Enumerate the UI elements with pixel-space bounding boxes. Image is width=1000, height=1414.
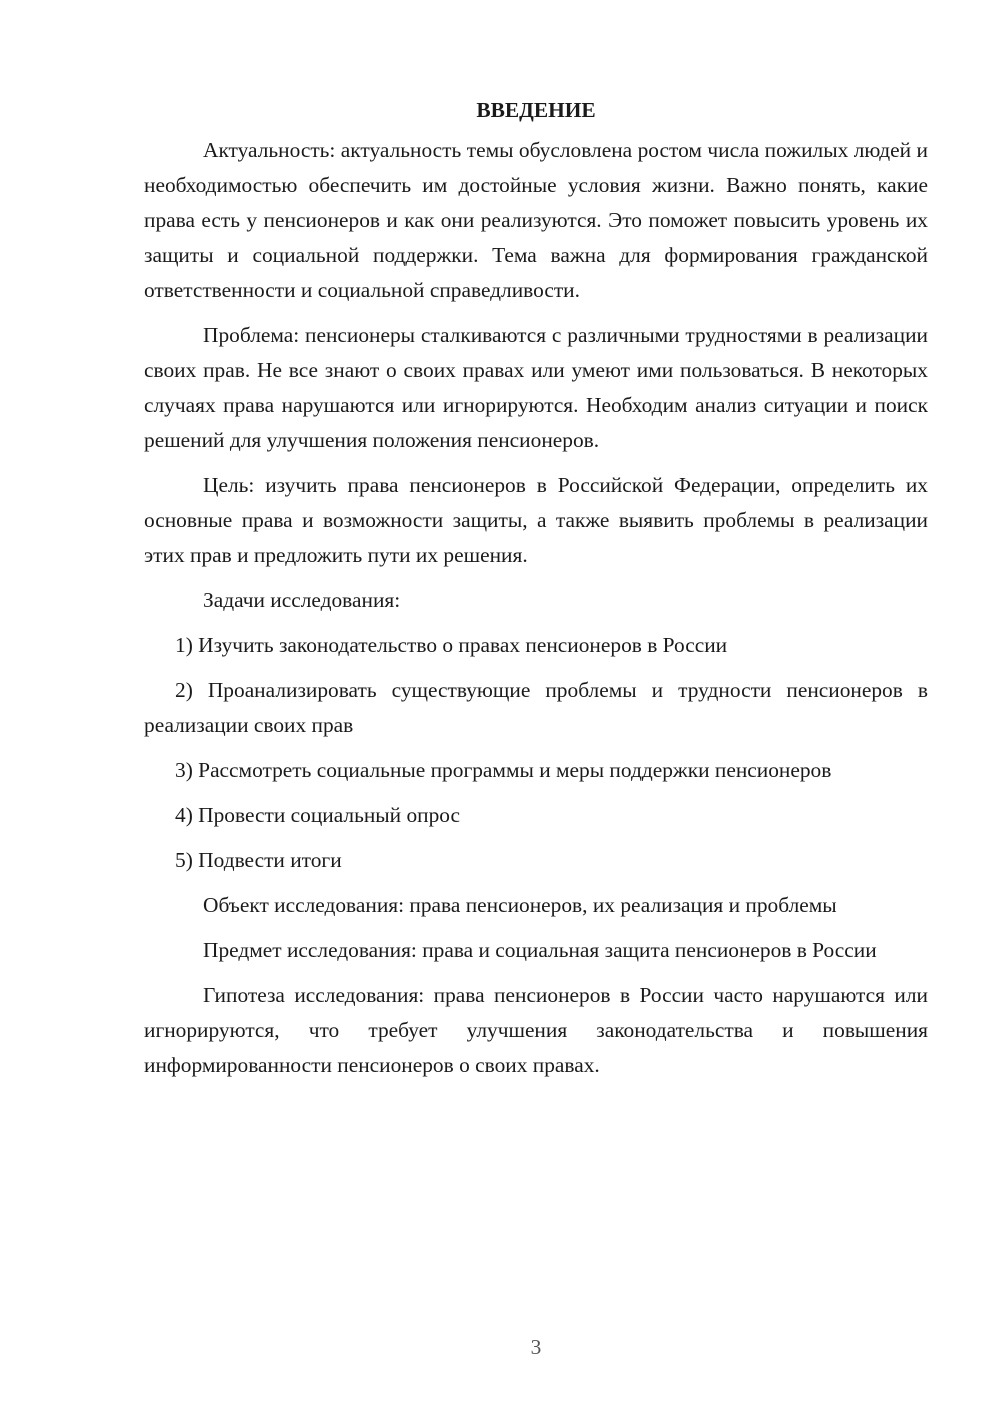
- relevance-paragraph: Актуальность: актуальность темы обусловлена ростом числа пожилых людей и необходимостью обеспечить им достойные условия жизни. Важно понять, какие права есть у пенсионеров и как они реализуются. Это поможет повысить уровень их защиты и социальной поддержки. Тема важна для формирования гражданской ответственности и социальной справедливости.: [144, 138, 928, 302]
- task-item: 4) Провести социальный опрос: [175, 803, 461, 827]
- page-content: [144, 93, 928, 1093]
- section-title: ВВЕДЕНИЕ: [476, 98, 596, 122]
- task-item: 5) Подвести итоги: [175, 848, 342, 872]
- subject-paragraph: Предмет исследования: права и социальная защита пенсионеров в России: [203, 938, 877, 962]
- task-item: 2) Проанализировать существующие проблемы и трудности пенсионеров в реализации своих прав: [144, 678, 928, 737]
- task-item: 3) Рассмотреть социальные программы и меры поддержки пенсионеров: [175, 758, 832, 782]
- page-number: 3: [530, 1335, 542, 1359]
- task-item: 1) Изучить законодательство о правах пенсионеров в России: [175, 633, 728, 657]
- problem-paragraph: Проблема: пенсионеры сталкиваются с различными трудностями в реализации своих прав. Не все знают о своих правах или умеют ими пользоваться. В некоторых случаях права нарушаются или игнорируются. Необходим анализ ситуации и поиск решений для улучшения положения пенсионеров.: [144, 323, 928, 452]
- hypothesis-paragraph: Гипотеза исследования: права пенсионеров в России часто нарушаются или игнорируются, что требует улучшения законодательства и повышения информированности пенсионеров о своих правах.: [144, 983, 928, 1077]
- object-paragraph: Объект исследования: права пенсионеров, их реализация и проблемы: [203, 893, 837, 917]
- tasks-label: Задачи исследования:: [203, 588, 401, 612]
- goal-paragraph: Цель: изучить права пенсионеров в Российской Федерации, определить их основные права и возможности защиты, а также выявить проблемы в реализации этих прав и предложить пути их решения.: [144, 473, 928, 567]
